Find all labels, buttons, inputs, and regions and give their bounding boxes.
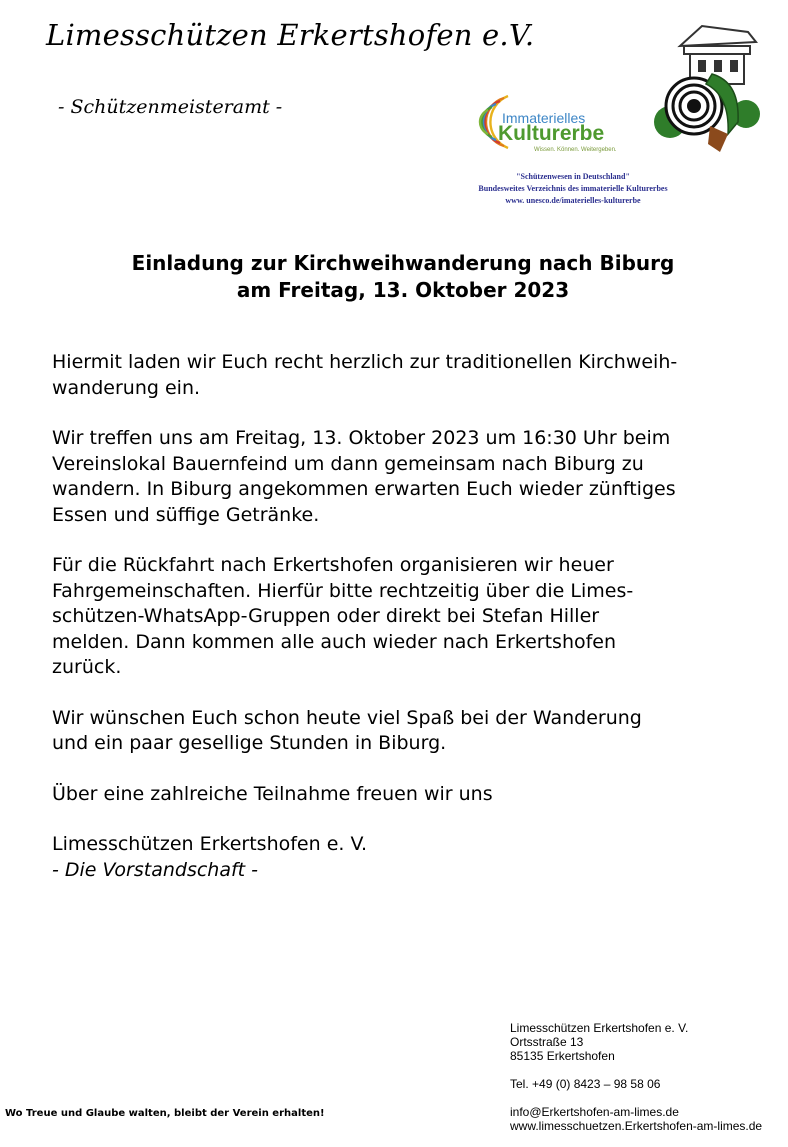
text-line: melden. Dann kommen alle auch wieder nach Erkertshofen	[52, 630, 617, 653]
text-line: und ein paar gesellige Stunden in Biburg.	[52, 732, 447, 754]
heritage-logo-word2: Kulturerbe	[498, 122, 605, 145]
text-line: zurück.	[52, 656, 122, 678]
heritage-logo-word1: Immaterielles	[502, 110, 586, 126]
club-emblem-icon	[650, 22, 762, 158]
address-street: Ortsstraße 13	[510, 1035, 584, 1049]
paragraph	[52, 553, 772, 681]
paragraph	[52, 706, 772, 757]
text-line: Hiermit laden wir Euch recht herzlich zur traditionellen Kirchweih-	[52, 351, 678, 373]
text-line: Fahrgemeinschaften. Hierfür bitte rechtzeitig über die Limes-	[52, 579, 634, 602]
text-line: Wir wünschen Euch schon heute viel Spaß bei der Wanderung	[52, 706, 642, 729]
paragraph	[52, 782, 772, 808]
paragraph	[52, 426, 772, 528]
heading-line: Einladung zur Kirchweihwanderung nach Biburg	[131, 251, 675, 275]
signature-name: Limesschützen Erkertshofen e. V.	[52, 833, 368, 855]
letter-heading	[0, 250, 788, 304]
unesco-line: "Schützenwesen in Deutschland"	[516, 172, 630, 181]
text-line: Für die Rückfahrt nach Erkertshofen organisieren wir heuer	[52, 554, 614, 576]
heading-line: am Freitag, 13. Oktober 2023	[236, 278, 570, 302]
unesco-line: Bundesweites Verzeichnis des immaterielle Kulturerbes	[478, 184, 668, 193]
text-line: wandern. In Biburg angekommen erwarten Euch wieder zünftiges	[52, 478, 676, 500]
address-web: www.limesschuetzen.Erkertshofen-am-limes.de	[510, 1119, 763, 1133]
club-name: Limesschützen Erkertshofen e.V.	[46, 18, 535, 52]
paragraph	[52, 350, 772, 401]
address-block	[510, 1021, 762, 1133]
text-line: Essen und süffige Getränke.	[52, 503, 320, 526]
text-line: Über eine zahlreiche Teilnahme freuen wir uns	[52, 782, 493, 805]
address-name: Limesschützen Erkertshofen e. V.	[510, 1021, 689, 1035]
letter-body	[52, 350, 772, 908]
text-line: Vereinslokal Bauernfeind um dann gemeinsam nach Biburg zu	[52, 452, 644, 475]
address-city: 85135 Erkertshofen	[510, 1049, 615, 1063]
office-subtitle: - Schützenmeisteramt -	[58, 96, 283, 118]
address-phone: Tel. +49 (0) 8423 – 98 58 06	[510, 1077, 661, 1091]
club-motto: Wo Treue und Glaube walten, bleibt der Verein erhalten!	[5, 1108, 325, 1119]
text-line: wanderung ein.	[52, 376, 201, 399]
text-line: schützen-WhatsApp-Gruppen oder direkt bei Stefan Hiller	[52, 605, 600, 627]
unesco-line: www. unesco.de/imaterielles-kulturerbe	[505, 196, 641, 205]
text-line: Wir treffen uns am Freitag, 13. Oktober 2023 um 16:30 Uhr beim	[52, 427, 671, 449]
heritage-logo-tagline: Wissen. Können. Weitergeben.	[534, 147, 617, 153]
unesco-note	[438, 171, 708, 207]
signature	[52, 832, 772, 883]
address-email: info@Erkertshofen-am-limes.de	[510, 1105, 679, 1119]
signature-role: - Die Vorstandschaft -	[52, 858, 259, 881]
